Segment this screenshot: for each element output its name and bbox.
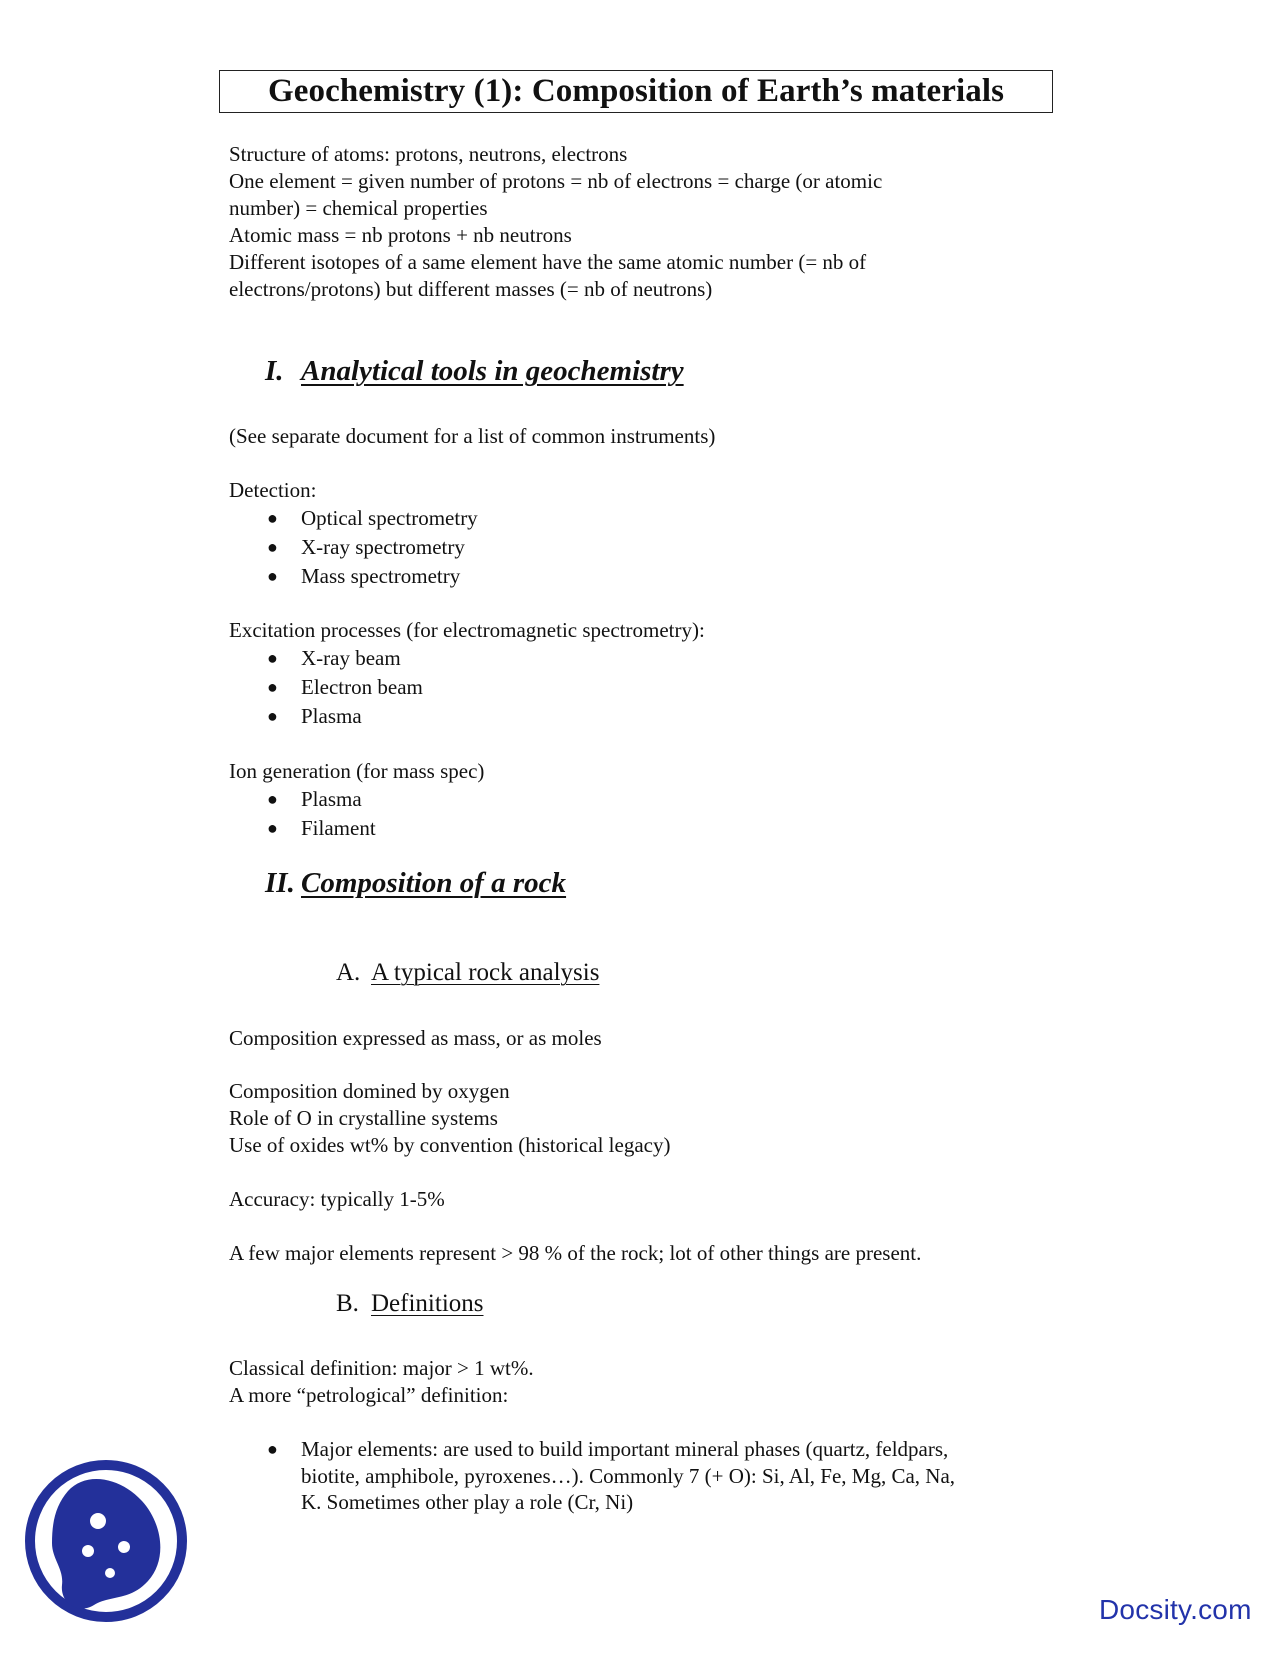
- instruments-note: [229, 423, 1049, 450]
- detection-list: [265, 504, 478, 591]
- subsection-heading-b: [336, 1290, 484, 1318]
- list-item-text: Plasma: [301, 704, 362, 728]
- list-item-text: Optical spectrometry: [301, 506, 478, 530]
- major-elements-item: [265, 1436, 1055, 1516]
- list-item: [265, 673, 423, 702]
- definition-paragraph: [229, 1355, 1049, 1409]
- intro-paragraph: [229, 141, 1049, 303]
- paragraph-line: Use of oxides wt% by convention (historical legacy): [229, 1133, 671, 1157]
- list-item-line: biotite, amphibole, pyroxenes…). Commonly 7 (+ O): Si, Al, Fe, Mg, Ca, Na,: [301, 1463, 956, 1488]
- subsection-title: Definitions: [371, 1290, 484, 1317]
- bullet-icon: ●: [267, 1439, 278, 1459]
- bullet-icon: ●: [267, 789, 278, 809]
- bullet-icon: ●: [267, 508, 278, 528]
- list-item: [265, 562, 478, 591]
- subsection-title: A typical rock analysis: [371, 959, 600, 986]
- ion-label: [229, 758, 1049, 785]
- list-item: [265, 814, 376, 843]
- section-heading-1: [265, 355, 684, 388]
- paragraph-line: Role of O in crystalline systems: [229, 1106, 498, 1130]
- list-item-text: X-ray beam: [301, 646, 401, 670]
- paragraph-text: Accuracy: typically 1-5%: [229, 1187, 445, 1211]
- section-number: I.: [265, 355, 284, 387]
- list-item-text: Plasma: [301, 787, 362, 811]
- excitation-label: [229, 617, 1049, 644]
- docsity-watermark: Docsity.com: [1099, 1594, 1252, 1625]
- page-title: Geochemistry (1): Composition of Earth’s materials: [267, 73, 1005, 109]
- bullet-icon: ●: [267, 677, 278, 697]
- intro-line: One element = given number of protons = nb of electrons = charge (or atomic: [229, 169, 883, 193]
- list-item: [265, 644, 423, 673]
- bullet-icon: ●: [267, 818, 278, 838]
- bullet-icon: ●: [267, 537, 278, 557]
- intro-line: Atomic mass = nb protons + nb neutrons: [229, 223, 572, 247]
- ion-list: [265, 785, 376, 843]
- section-number: II.: [265, 867, 295, 899]
- list-label: Ion generation (for mass spec): [229, 759, 485, 783]
- list-item-line: K. Sometimes other play a role (Cr, Ni): [301, 1490, 634, 1514]
- list-item: [265, 785, 376, 814]
- subsection-number: A.: [336, 959, 361, 986]
- list-item: [265, 702, 423, 731]
- title-box: [219, 70, 1053, 113]
- detection-label: [229, 477, 1049, 504]
- list-item-body: [301, 1436, 1055, 1516]
- paragraph-text: A few major elements represent > 98 % of the rock; lot of other things are present.: [229, 1241, 922, 1265]
- subsection-number: B.: [336, 1290, 359, 1317]
- note-text: (See separate document for a list of common instruments): [229, 424, 716, 448]
- subsection-heading-a: [336, 959, 599, 987]
- intro-line: Structure of atoms: protons, neutrons, electrons: [229, 142, 628, 166]
- list-item: [265, 533, 478, 562]
- intro-line: number) = chemical properties: [229, 196, 488, 220]
- section-title: Analytical tools in geochemistry: [301, 355, 684, 387]
- intro-line: electrons/protons) but different masses (= nb of neutrons): [229, 277, 713, 301]
- composition-paragraph: [229, 1025, 1049, 1052]
- section-heading-2: [265, 867, 566, 900]
- intro-line: Different isotopes of a same element have the same atomic number (= nb of: [229, 250, 867, 274]
- list-item: [265, 504, 478, 533]
- bullet-icon: ●: [267, 648, 278, 668]
- section-title: Composition of a rock: [301, 867, 567, 899]
- paragraph-line: Classical definition: major > 1 wt%.: [229, 1356, 534, 1380]
- paragraph-text: Composition expressed as mass, or as moles: [229, 1026, 602, 1050]
- major-elements-paragraph: [229, 1240, 1049, 1267]
- bullet-icon: ●: [267, 706, 278, 726]
- list-item-text: Electron beam: [301, 675, 423, 699]
- docsity-logo-icon: [22, 1455, 190, 1627]
- paragraph-line: Composition domined by oxygen: [229, 1079, 510, 1103]
- list-label: Excitation processes (for electromagnetic spectrometry):: [229, 618, 705, 642]
- list-item-line: Major elements: are used to build important mineral phases (quartz, feldpars,: [301, 1437, 949, 1461]
- accuracy-paragraph: [229, 1186, 1049, 1213]
- bullet-icon: ●: [267, 566, 278, 586]
- list-label: Detection:: [229, 478, 317, 502]
- list-item-text: Filament: [301, 816, 376, 840]
- excitation-list: [265, 644, 423, 731]
- paragraph-line: A more “petrological” definition:: [229, 1383, 509, 1407]
- list-item-text: Mass spectrometry: [301, 564, 461, 588]
- list-item-text: X-ray spectrometry: [301, 535, 465, 559]
- oxygen-paragraph: [229, 1078, 1049, 1159]
